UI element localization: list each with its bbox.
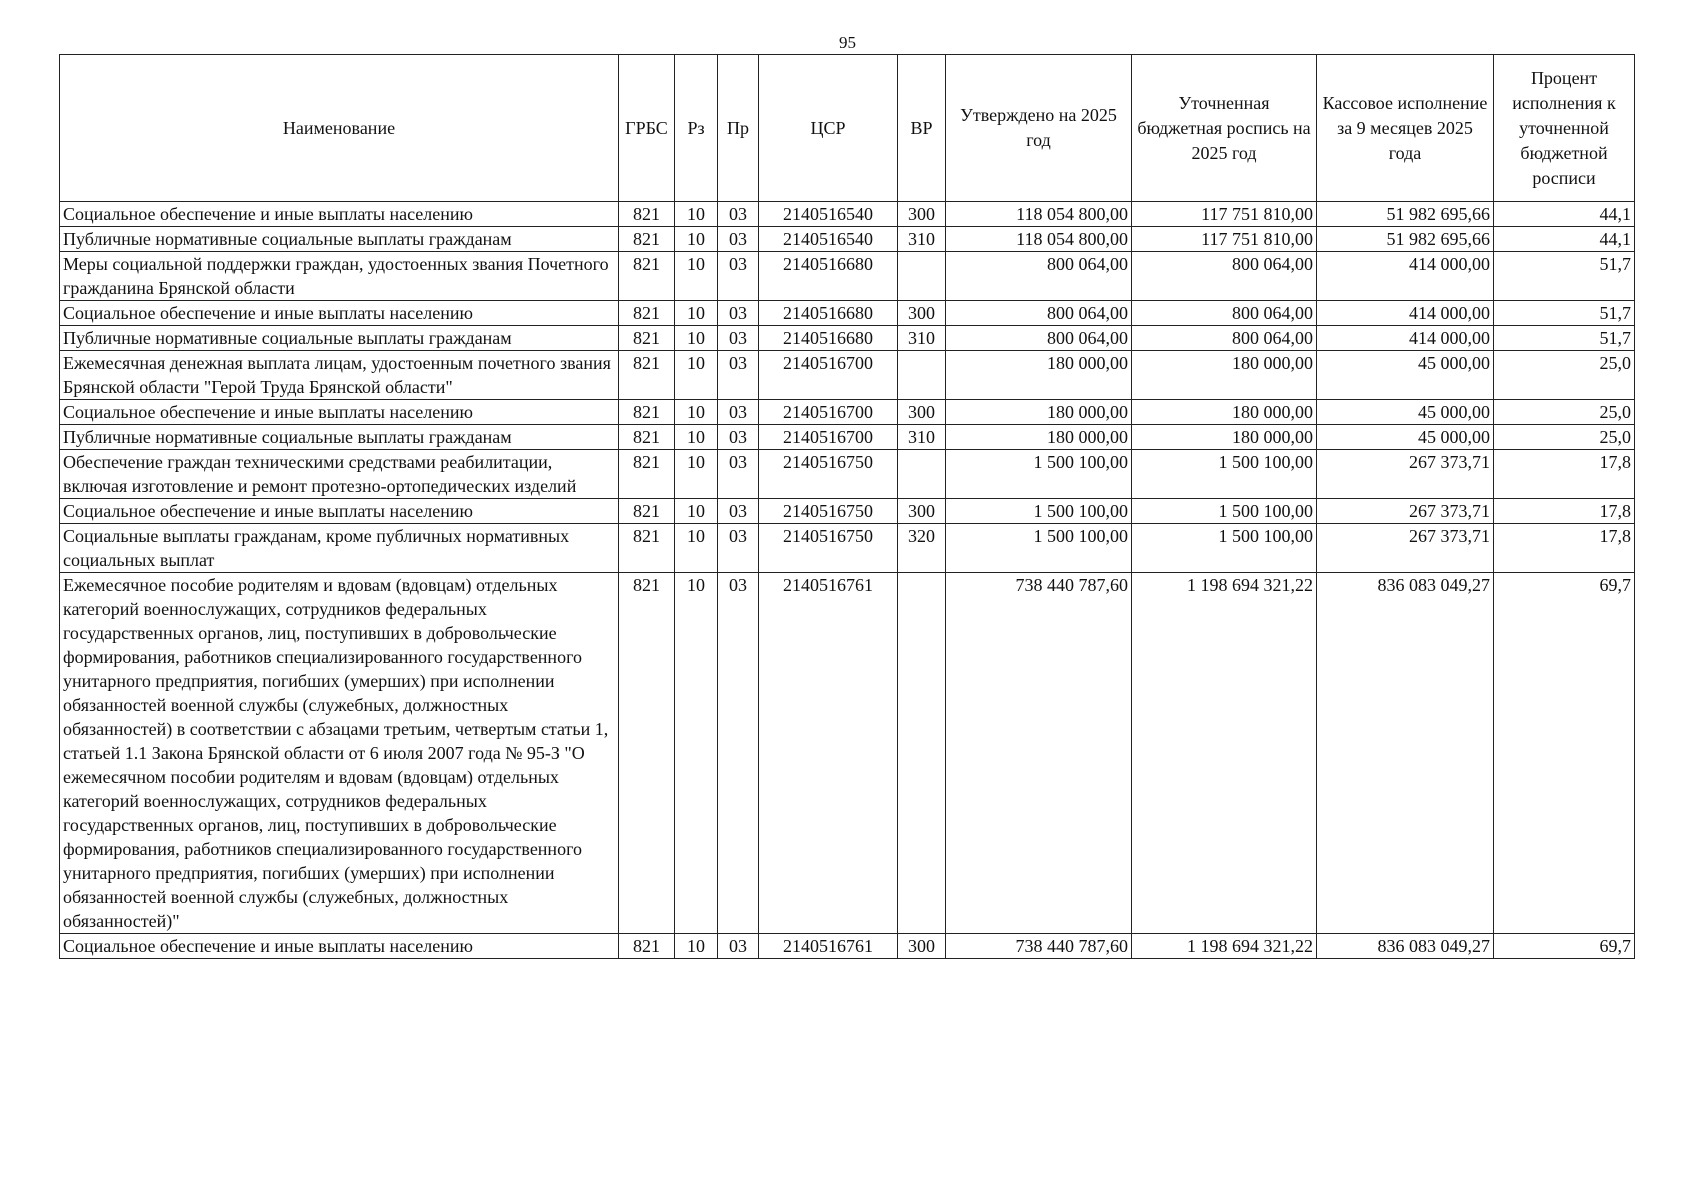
- cell-refined: 800 064,00: [1132, 301, 1317, 326]
- cell-approved: 800 064,00: [946, 252, 1132, 301]
- cell-refined: 1 198 694 321,22: [1132, 934, 1317, 959]
- cell-vr: 300: [898, 934, 946, 959]
- cell-percent: 44,1: [1494, 202, 1635, 227]
- table-row: [60, 227, 1635, 252]
- cell-pr: 03: [718, 202, 759, 227]
- cell-pr: 03: [718, 400, 759, 425]
- cell-cash: 51 982 695,66: [1317, 227, 1494, 252]
- cell-rz: 10: [675, 573, 718, 934]
- cell-name: Ежемесячная денежная выплата лицам, удостоенным почетного звания Брянской области "Герой Труда Брянской области": [60, 351, 619, 400]
- cell-name: Социальные выплаты гражданам, кроме публичных нормативных социальных выплат: [60, 524, 619, 573]
- cell-grbs: 821: [619, 524, 675, 573]
- cell-vr: 310: [898, 425, 946, 450]
- cell-rz: 10: [675, 450, 718, 499]
- cell-percent: 44,1: [1494, 227, 1635, 252]
- cell-csr: 2140516700: [759, 425, 898, 450]
- cell-refined: 180 000,00: [1132, 400, 1317, 425]
- cell-grbs: 821: [619, 934, 675, 959]
- table-row: [60, 425, 1635, 450]
- cell-name: Меры социальной поддержки граждан, удостоенных звания Почетного гражданина Брянской области: [60, 252, 619, 301]
- header-pr: Пр: [718, 55, 759, 202]
- cell-grbs: 821: [619, 202, 675, 227]
- cell-pr: 03: [718, 301, 759, 326]
- cell-cash: 267 373,71: [1317, 499, 1494, 524]
- cell-name: Ежемесячное пособие родителям и вдовам (вдовцам) отдельных категорий военнослужащих, сотрудников федеральных государственных органов, лиц, поступивших в добровольческие формирования, работников специализированного государственного унитарного предприятия, погибших (умерших) при исполнении обязанностей военной службы (служебных, должностных обязанностей) в соответствии с абзацами третьим, четвертым статьи 1, статьей 1.1 Закона Брянской области от 6 июля 2007 года № 95-З "О ежемесячном пособии родителям и вдовам (вдовцам) отдельных категорий военнослужащих, сотрудников федеральных государственных органов, лиц, поступивших в добровольческие формирования, работников специализированного государственного унитарного предприятия, погибших (умерших) при исполнении обязанностей военной службы (служебных, должностных обязанностей)": [60, 573, 619, 934]
- table-row: [60, 450, 1635, 499]
- table-row: [60, 524, 1635, 573]
- cell-cash: 51 982 695,66: [1317, 202, 1494, 227]
- cell-rz: 10: [675, 301, 718, 326]
- cell-percent: 17,8: [1494, 450, 1635, 499]
- header-approved: Утверждено на 2025 год: [946, 55, 1132, 202]
- cell-rz: 10: [675, 227, 718, 252]
- cell-grbs: 821: [619, 425, 675, 450]
- cell-approved: 738 440 787,60: [946, 573, 1132, 934]
- cell-rz: 10: [675, 252, 718, 301]
- cell-approved: 180 000,00: [946, 400, 1132, 425]
- cell-vr: 300: [898, 499, 946, 524]
- table-row: [60, 326, 1635, 351]
- cell-percent: 51,7: [1494, 252, 1635, 301]
- table-row: [60, 351, 1635, 400]
- cell-cash: 414 000,00: [1317, 252, 1494, 301]
- cell-approved: 118 054 800,00: [946, 227, 1132, 252]
- cell-grbs: 821: [619, 351, 675, 400]
- cell-pr: 03: [718, 227, 759, 252]
- cell-csr: 2140516750: [759, 499, 898, 524]
- cell-approved: 1 500 100,00: [946, 499, 1132, 524]
- cell-grbs: 821: [619, 252, 675, 301]
- cell-cash: 45 000,00: [1317, 351, 1494, 400]
- cell-csr: 2140516680: [759, 301, 898, 326]
- cell-percent: 17,8: [1494, 499, 1635, 524]
- cell-approved: 800 064,00: [946, 301, 1132, 326]
- cell-vr: 310: [898, 326, 946, 351]
- cell-csr: 2140516761: [759, 934, 898, 959]
- cell-csr: 2140516761: [759, 573, 898, 934]
- cell-rz: 10: [675, 326, 718, 351]
- cell-grbs: 821: [619, 573, 675, 934]
- cell-pr: 03: [718, 934, 759, 959]
- cell-name: Социальное обеспечение и иные выплаты населению: [60, 934, 619, 959]
- cell-csr: 2140516540: [759, 202, 898, 227]
- cell-grbs: 821: [619, 400, 675, 425]
- header-csr: ЦСР: [759, 55, 898, 202]
- cell-refined: 117 751 810,00: [1132, 202, 1317, 227]
- cell-csr: 2140516700: [759, 351, 898, 400]
- table-row: [60, 202, 1635, 227]
- cell-approved: 738 440 787,60: [946, 934, 1132, 959]
- cell-name: Социальное обеспечение и иные выплаты населению: [60, 400, 619, 425]
- cell-refined: 180 000,00: [1132, 351, 1317, 400]
- cell-approved: 118 054 800,00: [946, 202, 1132, 227]
- cell-approved: 800 064,00: [946, 326, 1132, 351]
- cell-vr: 300: [898, 400, 946, 425]
- cell-csr: 2140516540: [759, 227, 898, 252]
- table-body: [60, 202, 1635, 959]
- table-row: [60, 301, 1635, 326]
- cell-csr: 2140516680: [759, 252, 898, 301]
- cell-cash: 414 000,00: [1317, 326, 1494, 351]
- cell-name: Публичные нормативные социальные выплаты гражданам: [60, 425, 619, 450]
- page-number: 95: [839, 33, 856, 52]
- cell-name: Публичные нормативные социальные выплаты гражданам: [60, 227, 619, 252]
- cell-vr: [898, 351, 946, 400]
- cell-rz: 10: [675, 400, 718, 425]
- cell-pr: 03: [718, 573, 759, 934]
- cell-vr: 300: [898, 301, 946, 326]
- cell-csr: 2140516680: [759, 326, 898, 351]
- cell-pr: 03: [718, 351, 759, 400]
- cell-rz: 10: [675, 934, 718, 959]
- header-row: [60, 55, 1635, 202]
- cell-pr: 03: [718, 450, 759, 499]
- cell-percent: 17,8: [1494, 524, 1635, 573]
- table-row: [60, 400, 1635, 425]
- cell-refined: 1 500 100,00: [1132, 499, 1317, 524]
- cell-refined: 800 064,00: [1132, 326, 1317, 351]
- table-row: [60, 252, 1635, 301]
- cell-vr: [898, 450, 946, 499]
- cell-vr: [898, 252, 946, 301]
- cell-approved: 1 500 100,00: [946, 524, 1132, 573]
- cell-refined: 1 500 100,00: [1132, 450, 1317, 499]
- cell-approved: 180 000,00: [946, 351, 1132, 400]
- cell-rz: 10: [675, 351, 718, 400]
- cell-refined: 180 000,00: [1132, 425, 1317, 450]
- cell-name: Публичные нормативные социальные выплаты гражданам: [60, 326, 619, 351]
- table-row: [60, 934, 1635, 959]
- cell-rz: 10: [675, 524, 718, 573]
- cell-cash: 414 000,00: [1317, 301, 1494, 326]
- cell-vr: 300: [898, 202, 946, 227]
- cell-name: Обеспечение граждан техническими средствами реабилитации, включая изготовление и ремонт протезно-ортопедических изделий: [60, 450, 619, 499]
- cell-vr: 320: [898, 524, 946, 573]
- cell-vr: 310: [898, 227, 946, 252]
- table-row: [60, 499, 1635, 524]
- cell-grbs: 821: [619, 499, 675, 524]
- cell-cash: 267 373,71: [1317, 524, 1494, 573]
- header-grbs: ГРБС: [619, 55, 675, 202]
- cell-name: Социальное обеспечение и иные выплаты населению: [60, 301, 619, 326]
- cell-refined: 800 064,00: [1132, 252, 1317, 301]
- cell-vr: [898, 573, 946, 934]
- cell-csr: 2140516750: [759, 524, 898, 573]
- cell-rz: 10: [675, 425, 718, 450]
- cell-cash: 45 000,00: [1317, 400, 1494, 425]
- cell-cash: 267 373,71: [1317, 450, 1494, 499]
- cell-pr: 03: [718, 524, 759, 573]
- header-vr: ВР: [898, 55, 946, 202]
- header-percent: Процент исполнения к уточненной бюджетной росписи: [1494, 55, 1635, 202]
- cell-name: Социальное обеспечение и иные выплаты населению: [60, 499, 619, 524]
- cell-cash: 836 083 049,27: [1317, 934, 1494, 959]
- cell-rz: 10: [675, 202, 718, 227]
- table-row: [60, 573, 1635, 934]
- cell-percent: 69,7: [1494, 934, 1635, 959]
- cell-refined: 1 500 100,00: [1132, 524, 1317, 573]
- cell-percent: 25,0: [1494, 425, 1635, 450]
- cell-rz: 10: [675, 499, 718, 524]
- cell-csr: 2140516750: [759, 450, 898, 499]
- cell-grbs: 821: [619, 301, 675, 326]
- header-rz: Рз: [675, 55, 718, 202]
- cell-cash: 45 000,00: [1317, 425, 1494, 450]
- cell-pr: 03: [718, 499, 759, 524]
- cell-approved: 1 500 100,00: [946, 450, 1132, 499]
- cell-grbs: 821: [619, 450, 675, 499]
- cell-refined: 117 751 810,00: [1132, 227, 1317, 252]
- cell-refined: 1 198 694 321,22: [1132, 573, 1317, 934]
- header-refined: Уточненная бюджетная роспись на 2025 год: [1132, 55, 1317, 202]
- cell-grbs: 821: [619, 227, 675, 252]
- budget-table: [59, 54, 1635, 959]
- cell-pr: 03: [718, 326, 759, 351]
- cell-cash: 836 083 049,27: [1317, 573, 1494, 934]
- cell-name: Социальное обеспечение и иные выплаты населению: [60, 202, 619, 227]
- cell-csr: 2140516700: [759, 400, 898, 425]
- cell-percent: 51,7: [1494, 326, 1635, 351]
- cell-approved: 180 000,00: [946, 425, 1132, 450]
- header-name: Наименование: [60, 55, 619, 202]
- cell-percent: 25,0: [1494, 351, 1635, 400]
- cell-grbs: 821: [619, 326, 675, 351]
- cell-percent: 25,0: [1494, 400, 1635, 425]
- header-cash: Кассовое исполнение за 9 месяцев 2025 года: [1317, 55, 1494, 202]
- cell-percent: 51,7: [1494, 301, 1635, 326]
- cell-pr: 03: [718, 425, 759, 450]
- cell-pr: 03: [718, 252, 759, 301]
- cell-percent: 69,7: [1494, 573, 1635, 934]
